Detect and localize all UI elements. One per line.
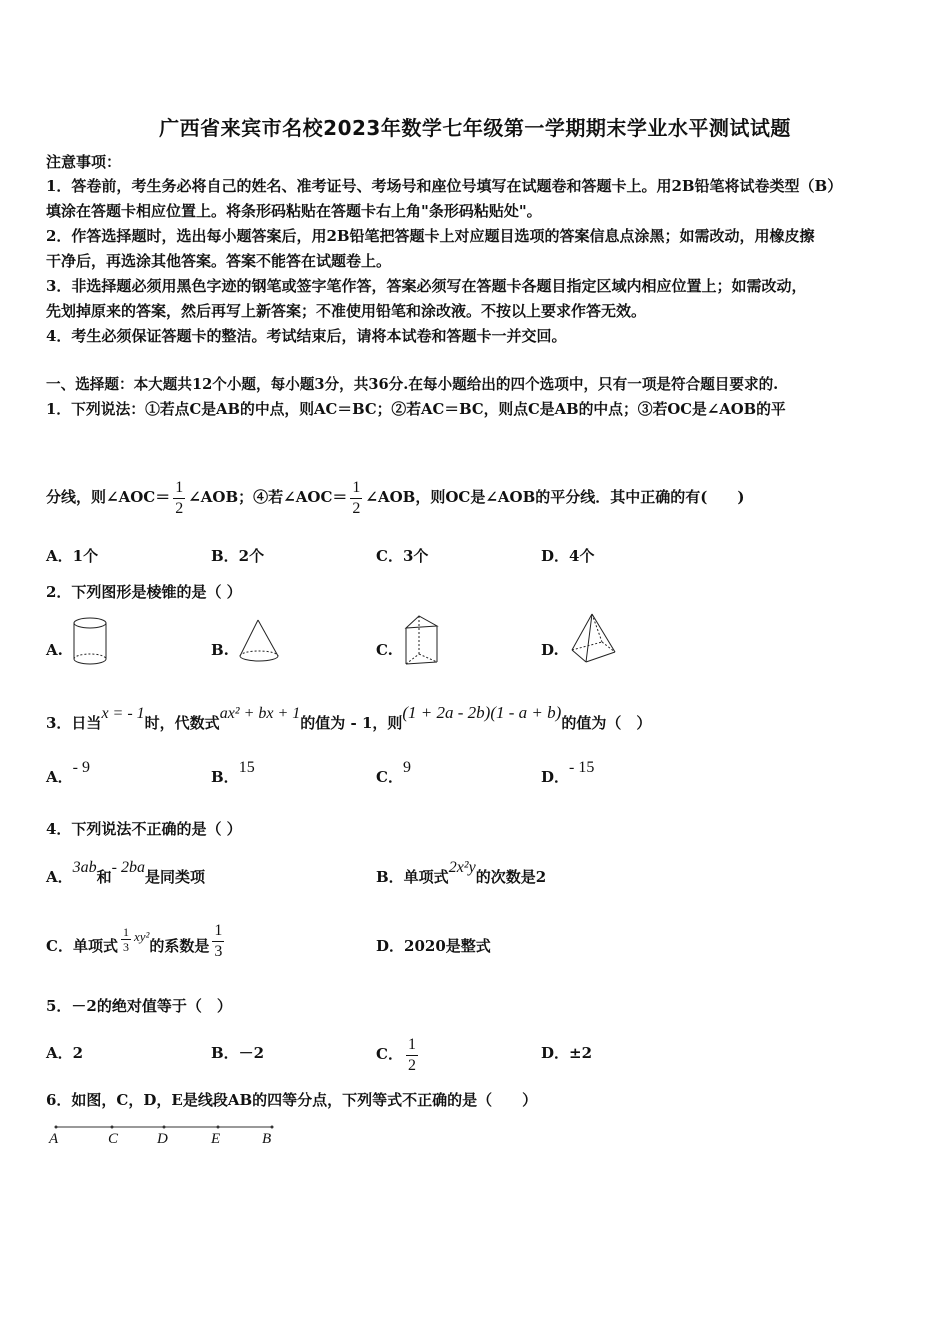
fraction-denominator: 2 — [407, 1056, 416, 1074]
fraction-numerator: 1 — [173, 478, 185, 499]
q3-option-d — [541, 760, 594, 795]
fraction-numerator: 1 — [122, 924, 129, 939]
notice-line: 1．答卷前，考生务必将自己的姓名、准考证号、考场号和座位号填写在试题卷和答题卡上。用2B铅笔将试卷类型（B） — [46, 177, 843, 195]
option-label: A． — [46, 868, 73, 886]
option-label: C． — [376, 1045, 403, 1063]
fraction-denominator: 2 — [352, 499, 361, 517]
cone-icon — [238, 618, 284, 668]
q1-seg1: 分线，则∠AOC＝ — [46, 488, 171, 506]
q5-option-a: A．2 — [46, 1044, 84, 1062]
q4-c-term: xy² — [133, 929, 150, 944]
q4-option-d: D．2020是整式 — [376, 937, 491, 955]
fraction-denominator: 3 — [214, 942, 223, 960]
q3-mid1: 时，代数式 — [144, 714, 220, 732]
q3-expression2: (1 + 2a - 2b)(1 - a + b) — [402, 703, 562, 722]
q3-pre: 3．日当 — [46, 714, 102, 732]
notice-line: 2．作答选择题时，选出每小题答案后，用2B铅笔把答题卡上对应题目选项的答案信息点涂黑；如需改动，用橡皮擦 — [46, 227, 815, 245]
q5-option-b: B．－2 — [211, 1044, 265, 1062]
q5-stem: 5．－2的绝对值等于（ ） — [46, 997, 232, 1015]
page-title: 广西省来宾市名校2023年数学七年级第一学期期末学业水平测试试题 — [159, 116, 791, 140]
q4-c-coefficient — [212, 921, 224, 962]
prism-icon — [403, 614, 443, 668]
q3-option-a — [46, 760, 90, 795]
q3-post: 的值为（ ） — [561, 714, 652, 732]
q3-mid2: 的值为 - 1，则 — [300, 714, 403, 732]
option-label: A． — [46, 768, 73, 786]
option-value: 15 — [238, 759, 255, 776]
fraction-numerator: 1 — [406, 1035, 418, 1056]
q3-option-b — [211, 760, 255, 795]
q3-option-c — [376, 760, 411, 795]
q4-b-term: 2x²y — [448, 859, 476, 876]
q3-condition: x = - 1 — [101, 705, 145, 722]
option-label: C． — [376, 768, 403, 786]
q1-seg2: ∠AOB；④若∠AOC＝ — [188, 488, 348, 506]
option-label: D． — [541, 768, 570, 786]
fraction-numerator: 1 — [350, 478, 362, 499]
cylinder-icon — [72, 616, 110, 668]
q2-stem: 2．下列图形是棱锥的是（ ） — [46, 583, 242, 601]
option-value: - 9 — [72, 759, 90, 776]
q6-stem: 6．如图，C，D，E是线段AB的四等分点，下列等式不正确的是（ ） — [46, 1091, 538, 1109]
q4-term1: 3ab — [72, 859, 97, 876]
pyramid-icon — [570, 612, 620, 666]
fraction-denominator: 2 — [175, 499, 184, 517]
q2-option-b: B. — [211, 641, 229, 659]
q5-option-d: D．±2 — [541, 1044, 593, 1062]
option-value: 9 — [402, 759, 411, 776]
notice-line: 先划掉原来的答案，然后再写上新答案；不准使用铅笔和涂改液。不按以上要求作答无效。 — [46, 302, 647, 320]
point-label-a: A — [49, 1131, 59, 1147]
notice-line: 3．非选择题必须用黑色字迹的钢笔或签字笔作答，答案必须写在答题卡各题目指定区域内相应位置上；如需改动， — [46, 277, 807, 295]
q1-option-c: C．3个 — [376, 547, 429, 565]
notice-line: 填涂在答题卡相应位置上。将条形码粘贴在答题卡右上角"条形码粘贴处"。 — [46, 202, 542, 220]
q2-option-a: A. — [46, 641, 63, 659]
option-label: C．单项式 — [46, 937, 118, 955]
q4-option-b — [376, 860, 546, 895]
q4-c-fraction — [121, 925, 131, 954]
q5-fraction — [406, 1035, 418, 1076]
q4-stem: 4．下列说法不正确的是（ ） — [46, 820, 242, 838]
q1-line2 — [46, 462, 745, 532]
q5-option-c — [376, 1030, 421, 1078]
q2-option-c: C. — [376, 641, 393, 659]
q1-seg3: ∠AOB，则OC是∠AOB的平分线．其中正确的有( ) — [365, 488, 745, 506]
point-label-d: D — [157, 1131, 168, 1147]
option-label: B．单项式 — [376, 868, 449, 886]
q1-option-d: D．4个 — [541, 547, 595, 565]
q1-fraction — [350, 478, 362, 519]
q4-b-post: 的次数是2 — [475, 868, 547, 886]
option-label: B． — [211, 768, 239, 786]
q4-term2: - 2ba — [111, 859, 145, 876]
q3-expression: ax² + bx + 1 — [219, 705, 301, 722]
point-label-e: E — [211, 1131, 221, 1147]
fraction-numerator: 1 — [212, 921, 224, 942]
q3-stem — [46, 703, 652, 741]
q2-option-d: D. — [541, 641, 559, 659]
notice-heading: 注意事项： — [46, 153, 122, 171]
option-value: - 15 — [569, 759, 595, 776]
q1-line1: 1．下列说法：①若点C是AB的中点，则AC＝BC；②若AC＝BC，则点C是AB的中点；③若OC是∠AOB的平 — [46, 401, 786, 418]
q4-and: 和 — [96, 868, 112, 886]
point-label-b: B — [262, 1131, 272, 1147]
notice-line: 4．考生必须保证答题卡的整洁。考试结束后，请将本试卷和答题卡一并交回。 — [46, 327, 567, 345]
q1-option-b: B．2个 — [211, 547, 265, 565]
q1-option-a: A．1个 — [46, 547, 99, 565]
fraction-denominator: 3 — [122, 939, 129, 954]
q4-a-post: 是同类项 — [144, 868, 205, 886]
point-label-c: C — [108, 1131, 119, 1147]
q1-fraction — [173, 478, 185, 519]
q4-option-c — [46, 920, 227, 973]
section-heading: 一、选择题：本大题共12个小题，每小题3分，共36分.在每小题给出的四个选项中，只有一项是符合题目要求的. — [46, 376, 779, 393]
notice-line: 干净后，再选涂其他答案。答案不能答在试题卷上。 — [46, 252, 392, 270]
q4-option-a — [46, 860, 205, 895]
q4-c-mid: 的系数是 — [149, 937, 210, 955]
